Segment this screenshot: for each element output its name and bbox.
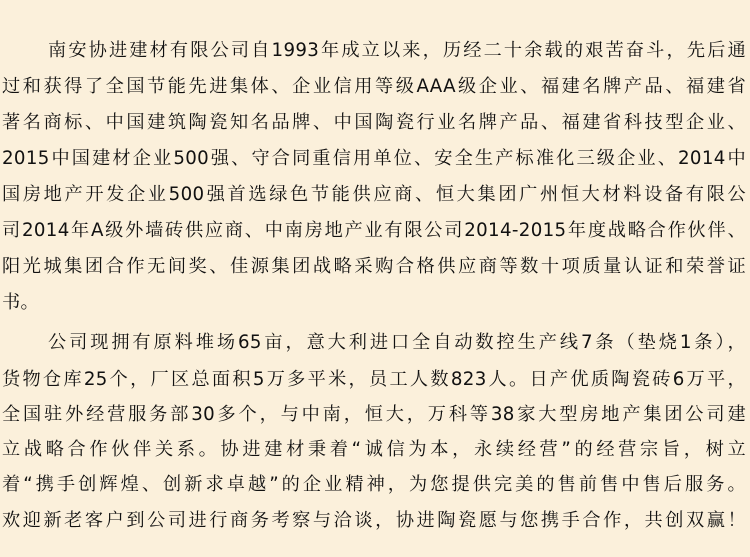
text-line: 著名商标、中国建筑陶瓷知名品牌、中国陶瓷行业名牌产品、福建省科技型企业、 bbox=[2, 112, 746, 133]
text-line: 欢迎新老客户到公司进行商务考察与洽谈，协进陶瓷愿与您携手合作，共创双赢！ bbox=[2, 510, 746, 531]
text-line: 公司现拥有原料堆场65亩，意大利进口全自动数控生产线7条（垫烧1条）， bbox=[48, 332, 746, 353]
text-line: 货物仓库25个，厂区总面积5万多平米，员工人数823人。日产优质陶瓷砖6万平， bbox=[2, 369, 746, 390]
text-line: 着“携手创辉煌、创新求卓越”的企业精神，为您提供完美的售前售中售后服务。 bbox=[2, 474, 746, 495]
text-line: 书。 bbox=[2, 292, 40, 313]
text-line: 国房地产开发企业500强首选绿色节能供应商、恒大集团广州恒大材料设备有限公 bbox=[2, 184, 746, 205]
text-line: 全国驻外经营服务部30多个，与中南，恒大，万科等38家大型房地产集团公司建 bbox=[2, 404, 746, 425]
text-line: 2015中国建材企业500强、守合同重信用单位、安全生产标准化三级企业、2014中 bbox=[2, 148, 746, 169]
text-line: 过和获得了全国节能先进集体、企业信用等级AAA级企业、福建名牌产品、福建省 bbox=[2, 76, 746, 97]
text-line: 立战略合作伙伴关系。协进建材秉着“诚信为本，永续经营”的经营宗旨，树立 bbox=[2, 439, 746, 460]
text-line: 南安协进建材有限公司自1993年成立以来，历经二十余载的艰苦奋斗，先后通 bbox=[48, 40, 746, 61]
text-line: 阳光城集团合作无间奖、佳源集团战略采购合格供应商等数十项质量认证和荣誉证 bbox=[2, 256, 746, 277]
text-line: 司2014年A级外墙砖供应商、中南房地产业有限公司2014-2015年度战略合作伙伴、 bbox=[2, 220, 746, 241]
